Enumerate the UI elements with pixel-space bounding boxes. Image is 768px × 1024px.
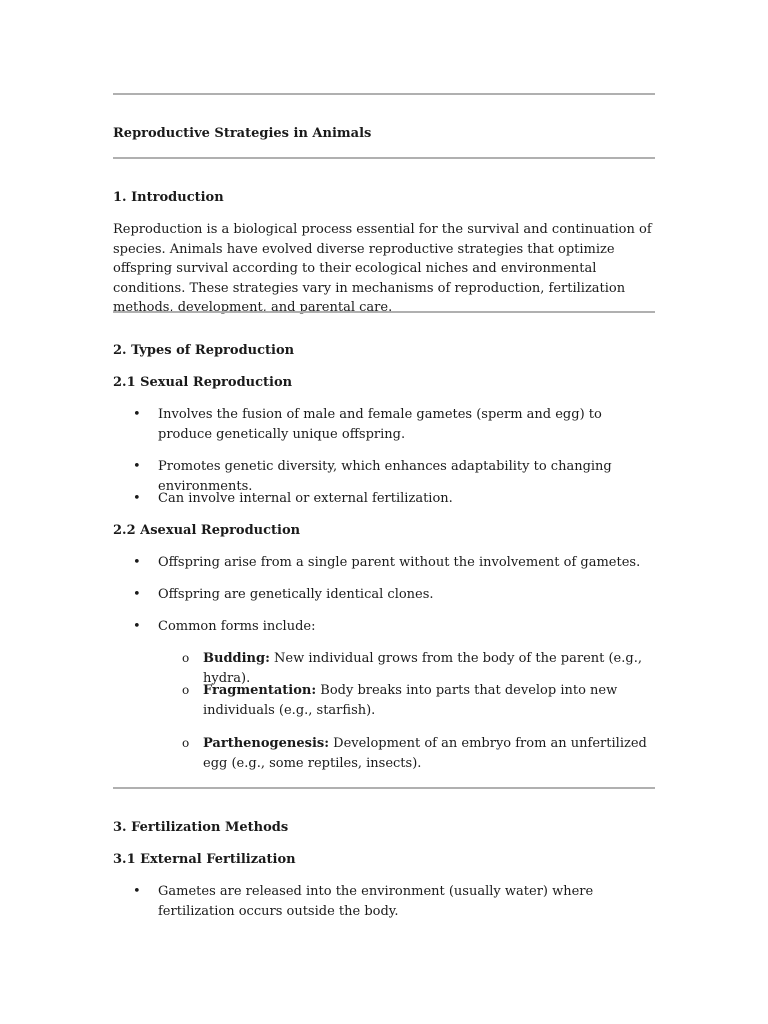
section-heading-fertilization: 3. Fertilization Methods bbox=[113, 820, 289, 835]
bullet-icon: • bbox=[133, 587, 141, 602]
term-label: Budding: bbox=[203, 651, 270, 666]
sub-list-item-text bbox=[203, 681, 653, 720]
bullet-icon: • bbox=[133, 491, 141, 506]
subsection-heading-sexual: 2.1 Sexual Reproduction bbox=[113, 375, 293, 390]
bullet-icon: • bbox=[133, 884, 141, 899]
subsection-heading-external: 3.1 External Fertilization bbox=[113, 852, 296, 867]
bullet-icon: • bbox=[133, 407, 141, 422]
term-description: Development of an embryo from an unfertilized egg (e.g., some reptiles, insects). bbox=[203, 736, 647, 771]
list-item-text: Offspring are genetically identical clones. bbox=[158, 587, 434, 602]
sub-bullet-icon: o bbox=[182, 736, 190, 750]
list-item-text: Offspring arise from a single parent without the involvement of gametes. bbox=[158, 555, 641, 570]
list-item-text: Involves the fusion of male and female gametes (sperm and egg) to produce genetically unique offspring. bbox=[158, 407, 602, 442]
list-item-text: Gametes are released into the environment (usually water) where fertilization occurs outside the body. bbox=[158, 884, 594, 919]
list-item-text: Common forms include: bbox=[158, 619, 316, 634]
sub-bullet-icon: o bbox=[182, 651, 190, 665]
horizontal-rule bbox=[113, 93, 655, 95]
list-item-text: Can involve internal or external fertilization. bbox=[158, 491, 453, 506]
section-heading-introduction: 1. Introduction bbox=[113, 190, 224, 205]
term-label: Fragmentation: bbox=[203, 683, 317, 698]
document-title: Reproductive Strategies in Animals bbox=[113, 126, 372, 141]
subsection-heading-asexual: 2.2 Asexual Reproduction bbox=[113, 523, 301, 538]
bullet-icon: • bbox=[133, 555, 141, 570]
bullet-icon: • bbox=[133, 619, 141, 634]
section-heading-types: 2. Types of Reproduction bbox=[113, 343, 295, 358]
sub-list-item-text bbox=[203, 734, 653, 773]
horizontal-rule bbox=[113, 157, 655, 159]
list-item-text: Promotes genetic diversity, which enhances adaptability to changing environments. bbox=[158, 459, 612, 494]
sub-bullet-icon: o bbox=[182, 683, 190, 697]
bullet-icon: • bbox=[133, 459, 141, 474]
term-description: New individual grows from the body of the parent (e.g., hydra). bbox=[203, 651, 642, 686]
term-label: Parthenogenesis: bbox=[203, 736, 330, 751]
horizontal-rule bbox=[113, 787, 655, 789]
horizontal-rule bbox=[113, 311, 655, 313]
introduction-paragraph: Reproduction is a biological process essential for the survival and continuation of species. Animals have evolved diverse reproductive strategies that optimize offspring survival according to their ecological niches and environmental conditions. These strategies vary in mechanisms of reproduction, fertilization methods, development, and parental care. bbox=[113, 222, 652, 315]
term-description: Body breaks into parts that develop into new individuals (e.g., starfish). bbox=[203, 683, 618, 718]
